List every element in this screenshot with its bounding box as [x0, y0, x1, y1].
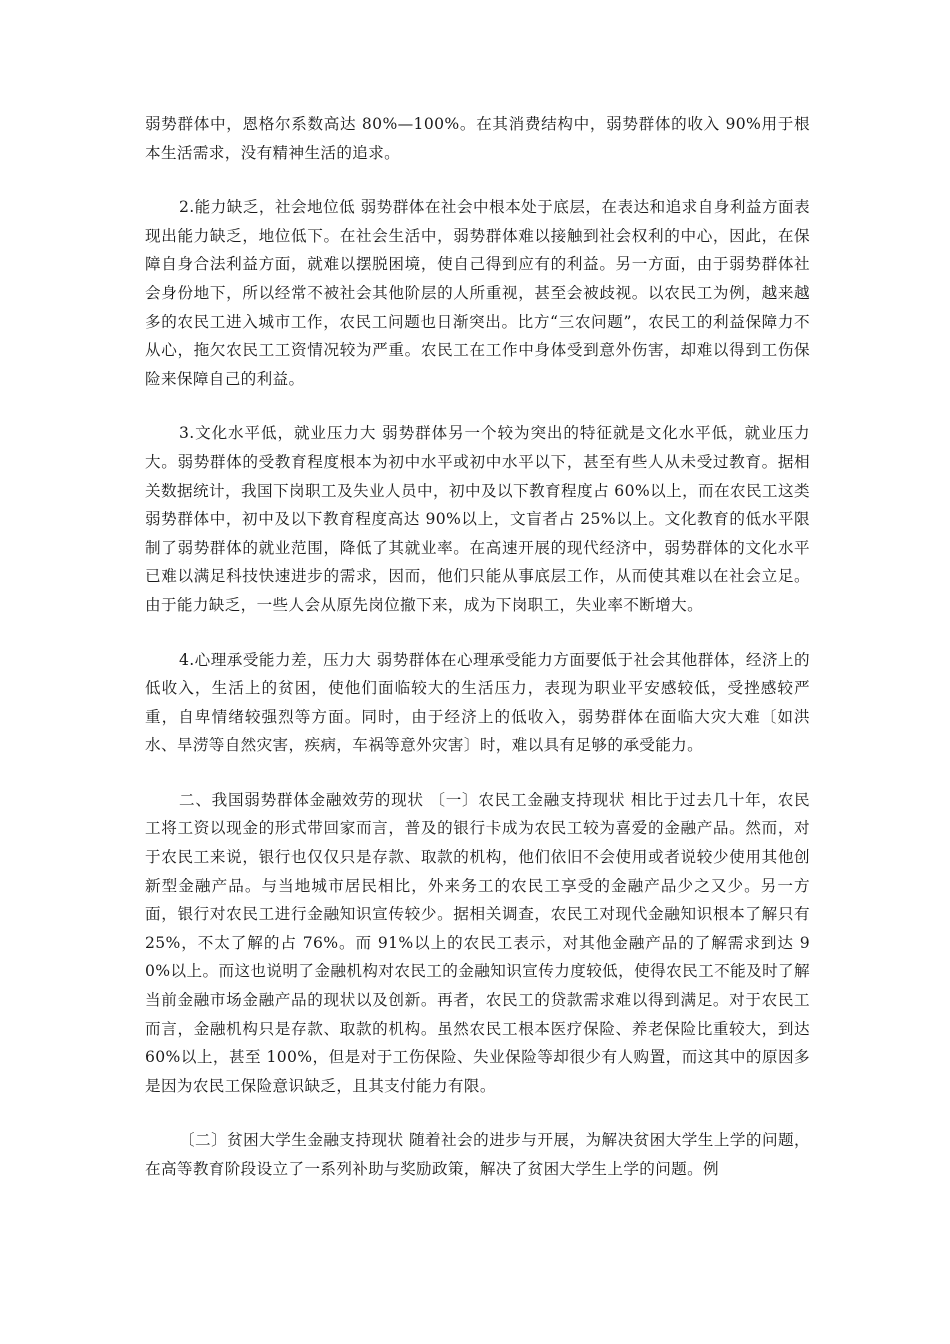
paragraph-lack-of-ability: 2.能力缺乏，社会地位低 弱势群体在社会中根本处于底层，在表达和追求自身利益方面表现出能力缺乏，地位低下。在社会生活中，弱势群体难以接触到社会权利的中心，因此，在保障自身合法利益方面，就难以摆脱困境，使自己得到应有的利益。另一方面，由于弱势群体社会身份地下，所以经常不被社会其他阶层的人所重视，甚至会被歧视。以农民工为例，越来越多的农民工进入城市工作，农民工问题也日渐突出。比方“三农问题”，农民工的利益保障力不从心，拖欠农民工工资情况较为严重。农民工在工作中身体受到意外伤害，却难以得到工伤保险来保障自己的利益。	[145, 198, 810, 388]
paragraph-engel-coefficient: 弱势群体中，恩格尔系数高达 80%—100%。在其消费结构中，弱势群体的收入 90%用于根本生活需求，没有精神生活的追求。	[145, 115, 810, 162]
document-page	[145, 110, 810, 1210]
paragraph-low-education: 3.文化水平低，就业压力大 弱势群体另一个较为突出的特征就是文化水平低，就业压力大。弱势群体的受教育程度根本为初中水平或初中水平以下，甚至有些人从未受过教育。据相关数据统计，我国下岗职工及失业人员中，初中及以下教育程度占 60%以上，而在农民工这类弱势群体中，初中及以下教育程度高达 90%以上，文盲者占 25%以上。文化教育的低水平限制了弱势群体的就业范围，降低了其就业率。在高速开展的现代经济中，弱势群体的文化水平已难以满足科技快速进步的需求，因而，他们只能从事底层工作，从而使其难以在社会立足。由于能力缺乏，一些人会从原先岗位撤下来，成为下岗职工，失业率不断增大。	[145, 424, 810, 614]
paragraph-psychological-pressure: 4.心理承受能力差，压力大 弱势群体在心理承受能力方面要低于社会其他群体，经济上的低收入，生活上的贫困，使他们面临较大的生活压力，表现为职业平安感较低，受挫感较严重，自卑情绪较强烈等方面。同时，由于经济上的低收入，弱势群体在面临大灾大难〔如洪水、旱涝等自然灾害，疾病，车祸等意外灾害〕时，难以具有足够的承受能力。	[145, 650, 810, 755]
paragraph-poor-students-finance: 〔二〕贫困大学生金融支持现状 随着社会的进步与开展，为解决贫困大学生上学的问题，在高等教育阶段设立了一系列补助与奖励政策，解决了贫困大学生上学的问题。例	[145, 1131, 810, 1178]
paragraph-migrant-worker-finance: 二、我国弱势群体金融效劳的现状 〔一〕农民工金融支持现状 相比于过去几十年，农民工将工资以现金的形式带回家而言，普及的银行卡成为农民工较为喜爱的金融产品。然而，对于农民工来说，银行也仅仅只是存款、取款的机构，他们依旧不会使用或者说较少使用其他创新型金融产品。与当地城市居民相比，外来务工的农民工享受的金融产品少之又少。另一方面，银行对农民工进行金融知识宣传较少。据相关调查，农民工对现代金融知识根本了解只有 25%，不太了解的占 76%。而 91%以上的农民工表示，对其他金融产品的了解需求到达 90%以上。而这也说明了金融机构对农民工的金融知识宣传力度较低，使得农民工不能及时了解当前金融市场金融产品的现状以及创新。再者，农民工的贷款需求难以得到满足。对于农民工而言，金融机构只是存款、取款的机构。虽然农民工根本医疗保险、养老保险比重较大，到达 60%以上，甚至 100%，但是对于工伤保险、失业保险等却很少有人购置，而这其中的原因多是因为农民工保险意识缺乏，且其支付能力有限。	[145, 790, 810, 1095]
